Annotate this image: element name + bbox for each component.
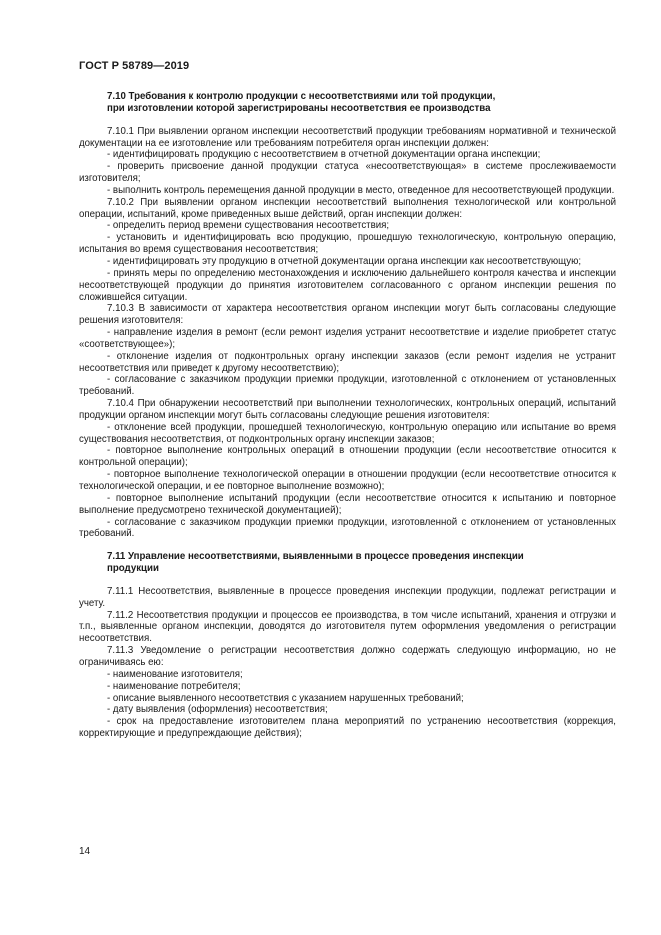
list-item: - наименование потребителя; xyxy=(107,680,241,692)
list-item: - повторное выполнение технологической операции в отношении продукции (если несоответствие относится к технологической операции, и ее повторное выполнение возможно); xyxy=(79,469,616,492)
list-item: - направление изделия в ремонт (если ремонт изделия устранит несоответствие и изделие приобретет статус «соответствующее»); xyxy=(79,327,616,350)
document-header: ГОСТ Р 58789—2019 xyxy=(79,60,190,72)
list-item: - повторное выполнение контрольных операций в отношении продукции (если несоответствие относится к контрольной операции); xyxy=(79,445,616,469)
list-item: - проверить присвоение данной продукции статуса «несоответствующая» в системе прослеживаемости изготовителя; xyxy=(79,161,616,185)
paragraph-7-10-2: 7.10.2 При выявлении органом инспекции несоответствий выполнения технологической или контрольной операции, испытаний, кроме приведенных выше действий, орган инспекции должен: xyxy=(79,196,616,220)
list-item: - установить и идентифицировать всю продукцию, прошедшую технологическую, контрольную операцию, испытания во время существования несоответствия; xyxy=(79,232,616,256)
list-item: - идентифицировать эту продукцию в отчетной документации органа инспекции как несоответствующую; xyxy=(107,255,582,267)
list-item: - согласование с заказчиком продукции приемки продукции, изготовленной с отклонением от установленных требований. xyxy=(79,374,616,398)
paragraph-7-11-1: 7.11.1 Несоответствия, выявленные в процессе проведения инспекции продукции, подлежат регистрации и учету. xyxy=(79,585,616,609)
list-item: - дату выявления (оформления) несоответствия; xyxy=(107,704,328,716)
list-item: - определить период времени существования несоответствия; xyxy=(107,220,390,232)
list-item: - отклонение изделия от подконтрольных органу инспекции заказов (если ремонт изделия не устранит несоответствия или приведет к другому несоответствию); xyxy=(79,350,616,374)
list-item: - принять меры по определению местонахождения и исключению дальнейшего контроля качества и инспекции несоответствующей продукции до принятия изготовителем согласованного с органом инспекции решения по сложившейся ситуации. xyxy=(79,267,616,303)
paragraph-7-11-2: 7.11.2 Несоответствия продукции и процессов ее производства, в том числе испытаний, хранения и отгрузки и т.п., выявленные органом инспекции, доводятся до изготовителя путем оформления уведомления о регистрации несоответствия. xyxy=(79,609,616,645)
list-item: - повторное выполнение испытаний продукции (если несоответствие относится к испытанию и повторное выполнение предусмотрено технической документацией); xyxy=(79,492,616,516)
list-item: - описание выявленного несоответствия с указанием нарушенных требований; xyxy=(107,692,464,704)
spacer xyxy=(79,575,616,586)
list-item: - идентифицировать продукцию с несоответствием в отчетной документации органа инспекции; xyxy=(107,149,541,161)
list-item: - наименование изготовителя; xyxy=(107,668,243,680)
section-heading-7-11-line2: продукции xyxy=(107,563,159,575)
list-item: - согласование с заказчиком продукции приемки продукции, изготовленной с отклонением от установленных требований. xyxy=(79,516,616,540)
section-heading-7-11-line1: 7.11 Управление несоответствиями, выявленными в процессе проведения инспекции xyxy=(107,551,524,563)
paragraph-7-10-1: 7.10.1 При выявлении органом инспекции несоответствий продукции требованиям нормативной и технической документации на ее изготовление или требованиям потребителя орган инспекции должен: xyxy=(79,125,616,149)
section-heading-7-10-line2: при изготовлении которой зарегистрированы несоответствия ее производства xyxy=(107,102,491,114)
paragraph-7-11-3: 7.11.3 Уведомление о регистрации несоответствия должно содержать следующую информацию, но не ограничиваясь ею: xyxy=(79,645,616,668)
spacer xyxy=(79,540,616,551)
paragraph-7-10-4: 7.10.4 При обнаружении несоответствий при выполнении технологических, контрольных операций, испытаний продукции органом инспекции могут быть согласованы следующие решения изготовителя: xyxy=(79,398,616,421)
spacer xyxy=(79,115,616,126)
page-number: 14 xyxy=(79,846,91,857)
paragraph-7-10-3: 7.10.3 В зависимости от характера несоответствия органом инспекции могут быть согласованы следующие решения изготовителя: xyxy=(79,303,616,327)
document-body xyxy=(79,91,616,740)
section-heading-7-10-line1: 7.10 Требования к контролю продукции с несоответствиями или той продукции, xyxy=(107,91,496,102)
list-item: - срок на предоставление изготовителем плана мероприятий по устранению несоответствия (коррекция, корректирующие и предупреждающие действия); xyxy=(79,716,616,740)
list-item: - выполнить контроль перемещения данной продукции в место, отведенное для несоответствующей продукции. xyxy=(107,184,615,196)
list-item: - отклонение всей продукции, прошедшей технологическую, контрольную операцию или испытание во время существования несоответствия, от подконтрольных органу инспекции заказов; xyxy=(79,421,616,445)
